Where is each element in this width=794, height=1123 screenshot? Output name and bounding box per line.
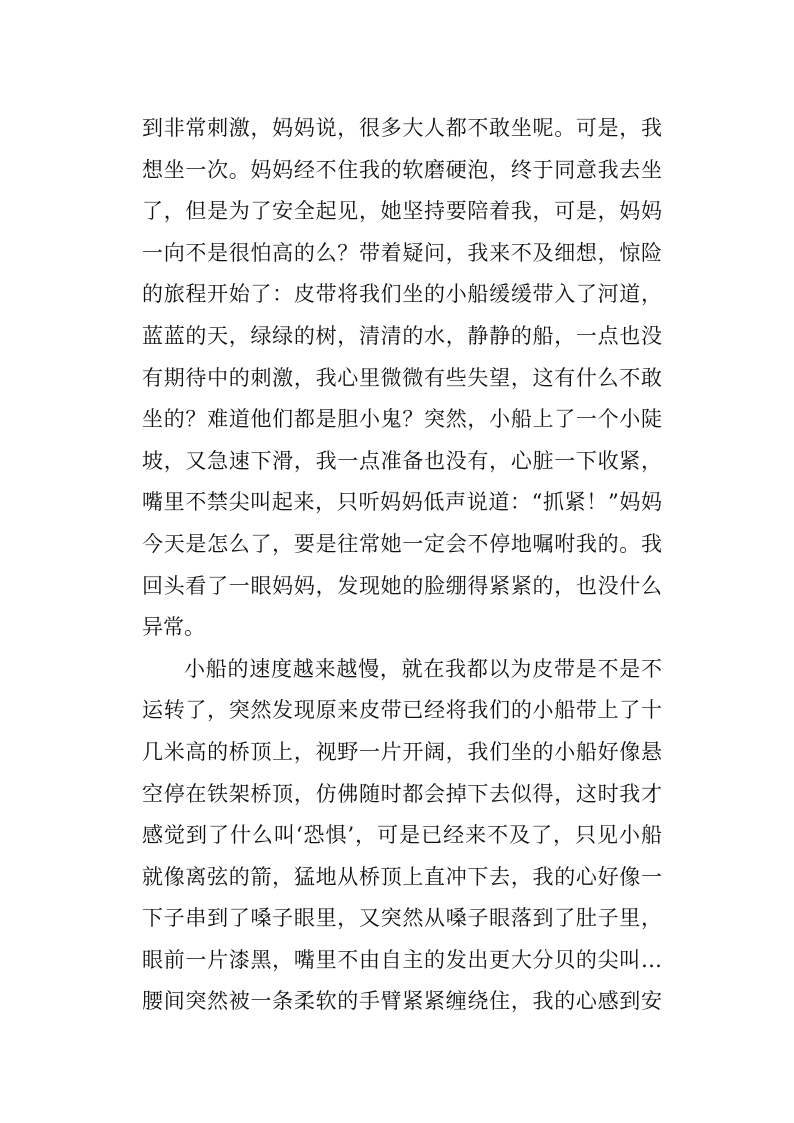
text-line: 的旅程开始了：皮带将我们坐的小船缓缓带入了河道， bbox=[142, 282, 662, 307]
text-line: 运转了，突然发现原来皮带已经将我们的小船带上了十 bbox=[142, 698, 662, 723]
text-line: 想坐一次。妈妈经不住我的软磨硬泡，终于同意我去坐 bbox=[142, 157, 662, 182]
text-line: 到非常刺激，妈妈说，很多大人都不敢坐呢。可是，我 bbox=[142, 116, 662, 140]
text-line: 就像离弦的箭，猛地从桥顶上直冲下去，我的心好像一 bbox=[142, 864, 662, 889]
text-line: 眼前一片漆黑，嘴里不由自主的发出更大分贝的尖叫… bbox=[142, 947, 662, 972]
paragraph-end-line: 异常。 bbox=[142, 615, 205, 640]
body-text bbox=[142, 108, 662, 1023]
text-line: 一向不是很怕高的么？带着疑问，我来不及细想，惊险 bbox=[142, 240, 662, 265]
text-line: 下子串到了嗓子眼里，又突然从嗓子眼落到了肚子里， bbox=[142, 906, 662, 931]
text-line: 回头看了一眼妈妈，发现她的脸绷得紧紧的，也没什么 bbox=[142, 573, 662, 598]
text-line: 几米高的桥顶上，视野一片开阔，我们坐的小船好像悬 bbox=[142, 739, 662, 764]
text-line: 坡，又急速下滑，我一点准备也没有，心脏一下收紧， bbox=[142, 448, 662, 473]
text-line: 坐的？难道他们都是胆小鬼？突然，小船上了一个小陡 bbox=[142, 407, 662, 432]
text-line: 嘴里不禁尖叫起来，只听妈妈低声说道：“抓紧！”妈妈 bbox=[142, 490, 662, 515]
text-line: 今天是怎么了，要是往常她一定会不停地嘱咐我的。我 bbox=[142, 531, 662, 556]
text-line: 感觉到了什么叫‘恐惧’，可是已经来不及了，只见小船 bbox=[142, 823, 662, 848]
text-line: 腰间突然被一条柔软的手臂紧紧缠绕住，我的心感到安 bbox=[142, 989, 662, 1014]
text-line: 空停在铁架桥顶，仿佛随时都会掉下去似得，这时我才 bbox=[142, 781, 662, 806]
text-line: 蓝蓝的天，绿绿的树，清清的水，静静的船，一点也没 bbox=[142, 323, 662, 348]
text-line: 了，但是为了安全起见，她坚持要陪着我，可是，妈妈 bbox=[142, 199, 662, 224]
paragraph-first-line: 小船的速度越来越慢，就在我都以为皮带是不是不 bbox=[184, 656, 662, 681]
text-line: 有期待中的刺激，我心里微微有些失望，这有什么不敢 bbox=[142, 365, 662, 390]
